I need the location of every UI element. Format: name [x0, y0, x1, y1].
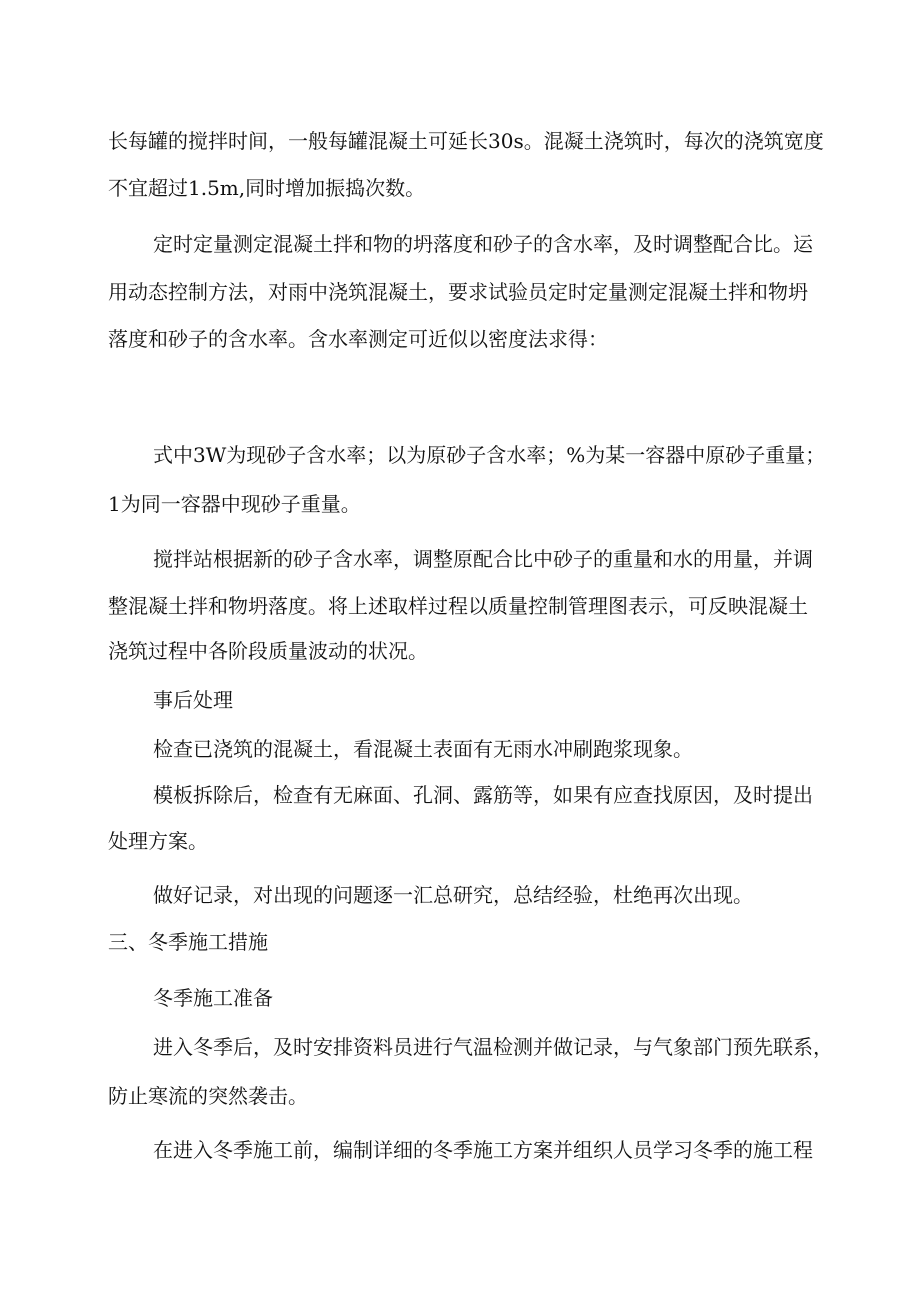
paragraph-line: 长每罐的搅拌时间，一般每罐混凝土可延长30s。混凝土浇筑时，每次的浇筑宽度	[108, 129, 824, 153]
paragraph-line: 式中3W为现砂子含水率；以为原砂子含水率；%为某一容器中原砂子重量；	[153, 443, 826, 467]
paragraph-line: 定时定量测定混凝土拌和物的坍落度和砂子的含水率，及时调整配合比。运	[153, 232, 813, 256]
paragraph-line: 进入冬季后，及时安排资料员进行气温检测并做记录，与气象部门预先联系，	[153, 1035, 833, 1059]
paragraph-line: 用动态控制方法，对雨中浇筑混凝土，要求试验员定时定量测定混凝土拌和物坍	[108, 280, 808, 304]
paragraph-line: 浇筑过程中各阶段质量波动的状况。	[108, 639, 428, 663]
paragraph-line: 做好记录，对出现的问题逐一汇总研究，总结经验，杜绝再次出现。	[153, 883, 753, 907]
paragraph-line: 1为同一容器中现砂子重量。	[108, 492, 361, 516]
paragraph-line: 搅拌站根据新的砂子含水率，调整原配合比中砂子的重量和水的用量，并调	[153, 547, 813, 571]
paragraph-line: 不宜超过1.5m,同时增加振捣次数。	[108, 176, 426, 200]
paragraph-line: 防止寒流的突然袭击。	[108, 1084, 308, 1108]
paragraph-line: 整混凝土拌和物坍落度。将上述取样过程以质量控制管理图表示，可反映混凝土	[108, 594, 808, 618]
paragraph-line: 模板拆除后，检查有无麻面、孔洞、露筋等，如果有应查找原因，及时提出	[153, 783, 813, 807]
subheading: 事后处理	[153, 688, 233, 712]
subheading: 冬季施工准备	[153, 986, 273, 1010]
paragraph-line: 检查已浇筑的混凝土，看混凝土表面有无雨水冲刷跑浆现象。	[153, 737, 693, 761]
section-heading: 三、冬季施工措施	[108, 930, 268, 954]
paragraph-line: 落度和砂子的含水率。含水率测定可近似以密度法求得：	[108, 327, 608, 351]
paragraph-line: 在进入冬季施工前，编制详细的冬季施工方案并组织人员学习冬季的施工程	[153, 1138, 813, 1162]
paragraph-line: 处理方案。	[108, 829, 208, 853]
